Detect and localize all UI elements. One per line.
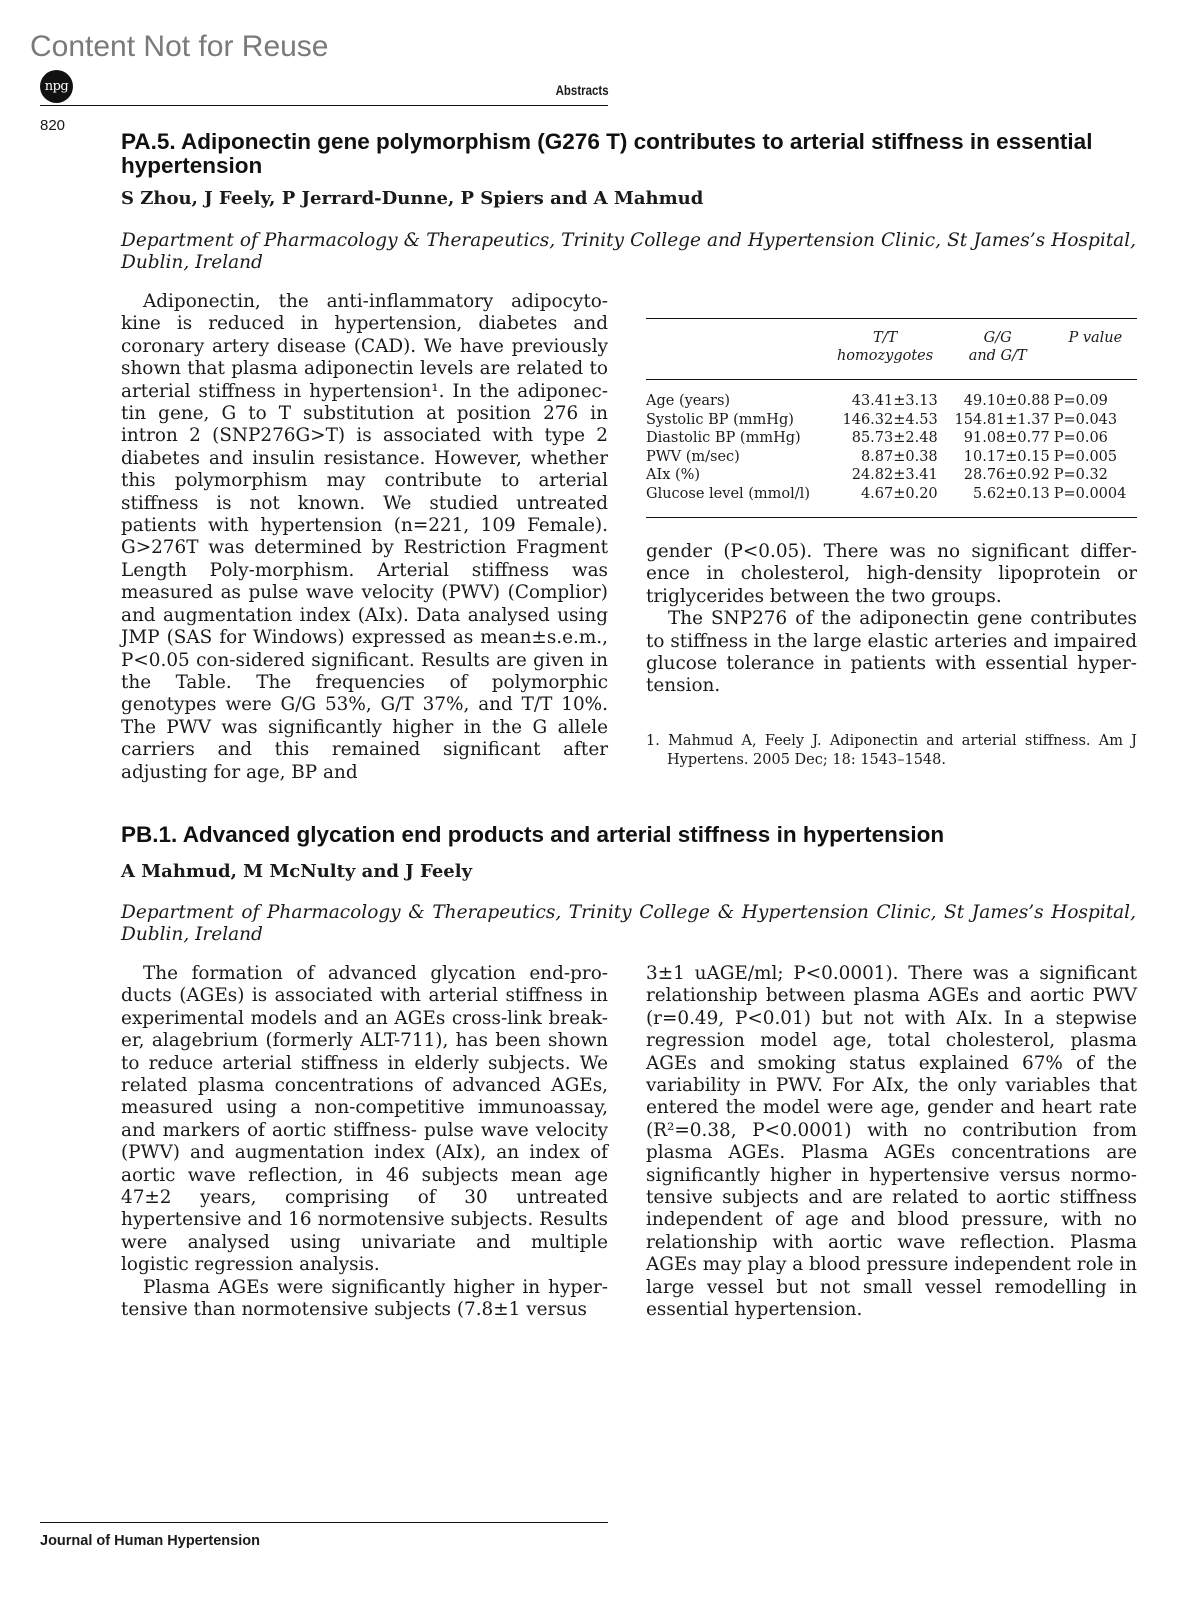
table-cell: 5.62±0.13	[972, 485, 1050, 502]
results-table-container	[646, 318, 1137, 518]
table-cell: P=0.32	[1053, 467, 1108, 483]
npg-logo: npg	[40, 70, 73, 103]
table-row	[646, 485, 1137, 518]
table-header-cell	[1054, 319, 1137, 380]
abstract1-body-right-p2: The SNP276 of the adiponectin gene contributes to stiffness in the large elastic arteries and impaired glucose tolerance in patients with essential hyper-tension.	[646, 608, 1137, 697]
table-cell: 10.17±0.15	[963, 448, 1050, 465]
abstract2-title: PB.1. Advanced glycation end products and arterial stiffness in hypertension	[121, 822, 945, 847]
footer-rule	[40, 1522, 608, 1523]
abstract1-body-left-paragraph: Adiponectin, the anti-inflammatory adipocyto-kine is reduced in hypertension, diabetes and coronary artery disease (CAD). We have previously shown that plasma adiponectin levels are related to arterial stiffness in hypertension¹. In the adiponec-tin gene, G to T substitution at position 276 in intron 2 (SNP276G>T) is associated with type 2 diabetes and insulin resistance. However, whether this polymorphism may contribute to arterial stiffness is not known. We studied untreated patients with hypertension (n=221, 109 Female). G>276T was determined by Restriction Fragment Length Poly-morphism. Arterial stiffness was measured as pulse wave velocity (PWV) (Complior) and augmentation index (AIx). Data analysed using JMP (SAS for Windows) expressed as mean±s.e.m., P<0.05 con-sidered significant. Results are given in the Table. The frequencies of polymorphic genotypes were G/G 53%, G/T 37%, and T/T 10%. The PWV was significantly higher in the G allele carriers and this remained significant after adjusting for age, BP and	[121, 291, 608, 783]
table-cell: 43.41±3.13	[851, 393, 938, 409]
abstract2-body-left	[121, 963, 608, 1322]
table-cell: 85.73±2.48	[851, 430, 938, 446]
results-table	[646, 318, 1137, 518]
header-rule	[40, 105, 608, 106]
running-head: Abstracts	[556, 82, 609, 98]
abstract1-affiliation: Department of Pharmacology & Therapeutics, Trinity College and Hypertension Clinic, St James’s Hospital, Dublin, Ireland	[121, 230, 1136, 273]
table-row-label: Diastolic BP (mmHg)	[646, 430, 801, 446]
abstract1-body-right-p1: gender (P<0.05). There was no significant differ-ence in cholesterol, high-density lipoprotein or triglycerides between the two groups.	[646, 541, 1137, 607]
table-cell: 8.87±0.38	[860, 448, 938, 465]
table-header-line: P value	[1068, 330, 1123, 346]
table-cell: P=0.005	[1053, 448, 1118, 465]
table-row	[646, 448, 1137, 467]
abstract2-authors: A Mahmud, M McNulty and J Feely	[121, 861, 473, 882]
abstract2-body-left-p2: Plasma AGEs were significantly higher in hyper-tensive than normotensive subjects (7.8±1 versus	[121, 1276, 608, 1321]
abstract1-body-left	[121, 291, 608, 784]
reference-item: 1. Mahmud A, Feely J. Adiponectin and arterial stiffness. Am J Hypertens. 2005 Dec; 18: 1543–1548.	[646, 733, 1137, 768]
table-cell: 91.08±0.77	[963, 430, 1050, 446]
table-row	[646, 466, 1137, 485]
table-cell: P=0.09	[1053, 393, 1108, 409]
table-header-line	[1058, 347, 1133, 365]
table-header-line	[650, 347, 824, 365]
table-header-cell	[942, 319, 1054, 380]
table-cell: 24.82±3.41	[851, 467, 938, 483]
table-row-label: PWV (m/sec)	[646, 448, 740, 465]
table-row	[646, 429, 1137, 448]
table-header-line: homozygotes	[836, 348, 934, 364]
abstract2-affiliation: Department of Pharmacology & Therapeutics, Trinity College & Hypertension Clinic, St James’s Hospital, Dublin, Ireland	[121, 902, 1136, 945]
table-cell: P=0.043	[1053, 411, 1118, 428]
table-row	[646, 411, 1137, 430]
table-cell: P=0.0004	[1053, 485, 1127, 502]
abstract1-authors: S Zhou, J Feely, P Jerrard-Dunne, P Spiers and A Mahmud	[121, 188, 704, 209]
abstract2-body-right-paragraph: 3±1 uAGE/ml; P<0.0001). There was a significant relationship between plasma AGEs and aortic PWV (r=0.49, P<0.01) but not with AIx. In a stepwise regression model age, total cholesterol, plasma AGEs and smoking status explained 67% of the variability in PWV. For AIx, the only variables that entered the model were age, gender and heart rate (R²=0.38, P<0.0001) with no contribution from plasma AGEs. Plasma AGEs concentrations are significantly higher in hypertensive versus normo-tensive subjects and are related to aortic stiffness independent of age and blood pressure, with no relationship with aortic wave reflection. Plasma AGEs may play a blood pressure independent role in large vessel but not small vessel remodelling in essential hypertension.	[646, 963, 1137, 1321]
table-header-line: G/G	[983, 330, 1012, 346]
table-body	[646, 380, 1137, 518]
table-cell: 28.76±0.92	[963, 467, 1050, 483]
table-row-label: AIx (%)	[646, 467, 701, 483]
table-cell: 154.81±1.37	[954, 411, 1050, 428]
abstract2-body-left-p1: The formation of advanced glycation end-pro-ducts (AGEs) is associated with arterial stiffness in experimental models and an AGEs cross-link break-er, alagebrium (formerly ALT-711), has been shown to reduce arterial stiffness in elderly subjects. We related plasma concentrations of advanced AGEs, measured using a non-competitive immunoassay, and markers of aortic stiffness- pulse wave velocity (PWV) and augmentation index (AIx), an index of aortic wave reflection, in 46 subjects mean age 47±2 years, comprising of 30 untreated hypertensive and 16 normotensive subjects. Results were analysed using univariate and multiple logistic regression analysis.	[121, 963, 608, 1276]
table-header-line	[650, 329, 824, 347]
table-header-cell	[828, 319, 941, 380]
journal-name: Journal of Human Hypertension	[40, 1533, 260, 1549]
abstract2-body-right	[646, 963, 1137, 1322]
abstract1-title: PA.5. Adiponectin gene polymorphism (G276 T) contributes to arterial stiffness in essential hypertension	[121, 129, 1093, 178]
table-header-row	[646, 319, 1137, 380]
abstract1-reference	[646, 732, 1137, 770]
table-header-line: and G/T	[968, 348, 1027, 364]
table-row-label: Age (years)	[646, 393, 731, 409]
table-cell: 4.67±0.20	[860, 485, 938, 502]
abstract1-body-right	[646, 541, 1137, 698]
table-cell: P=0.06	[1053, 430, 1108, 446]
table-header-cell	[646, 319, 828, 380]
watermark: Content Not for Reuse	[30, 30, 329, 63]
table-row-label: Systolic BP (mmHg)	[646, 411, 794, 428]
page-number: 820	[40, 117, 66, 134]
table-cell: 146.32±4.53	[842, 411, 938, 428]
table-cell: 49.10±0.88	[963, 393, 1050, 409]
table-header-line: T/T	[872, 330, 898, 346]
table-row	[646, 380, 1137, 411]
table-row-label: Glucose level (mmol/l)	[646, 485, 810, 502]
